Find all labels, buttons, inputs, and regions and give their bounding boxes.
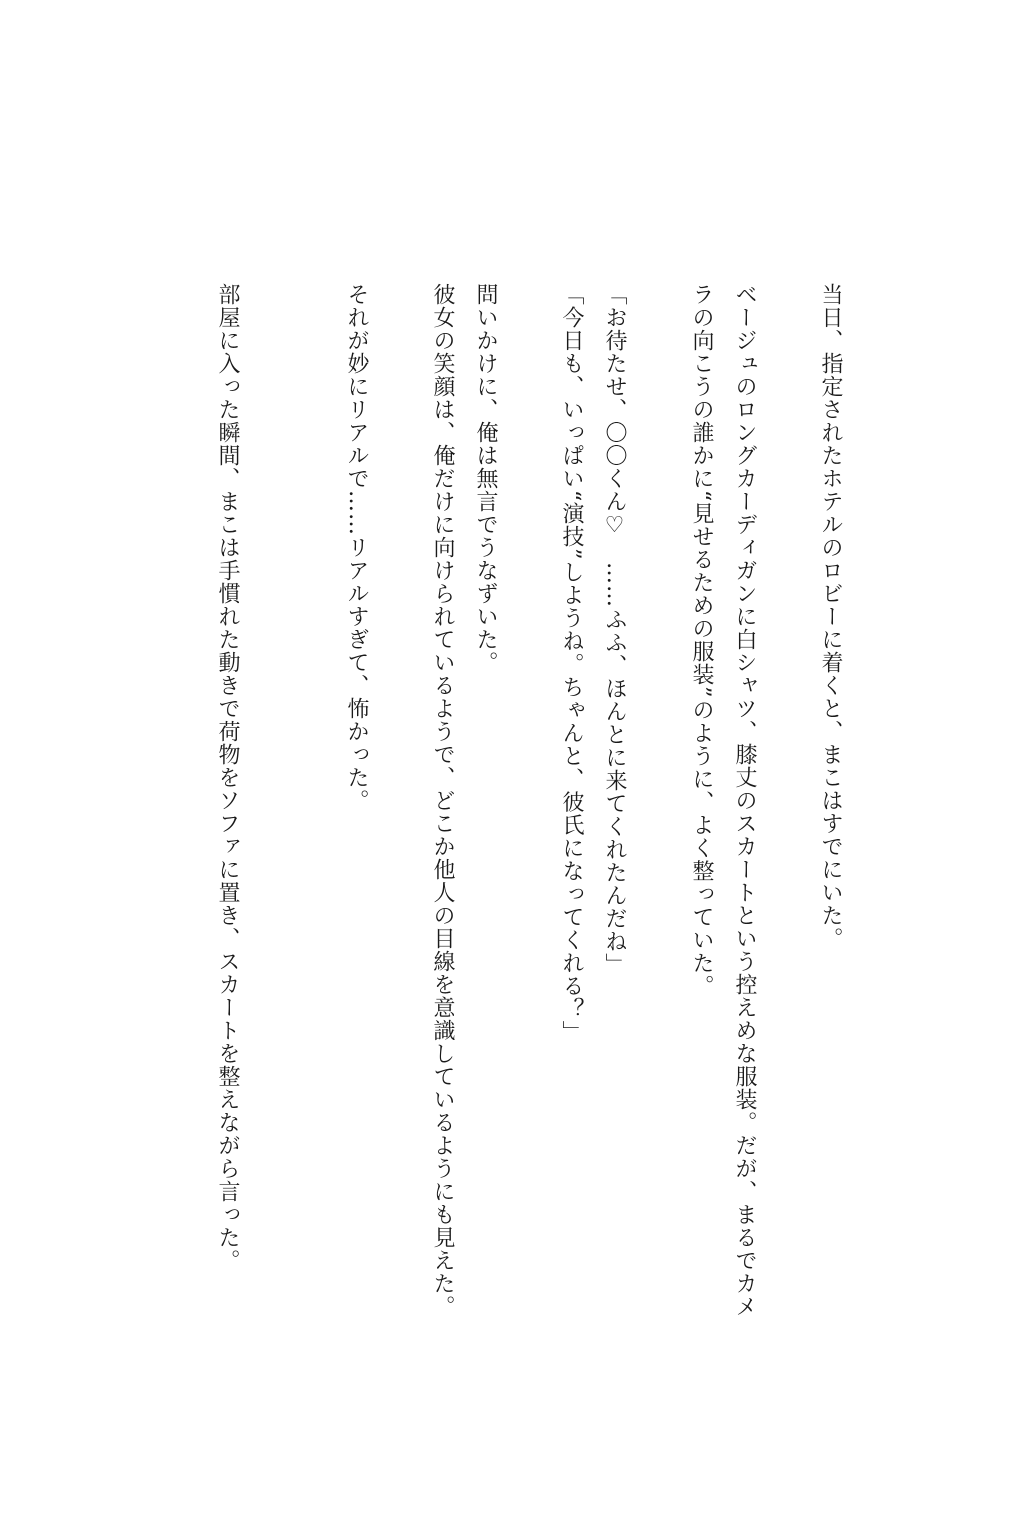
text-line-5: 「今日も、いっぱい“演技”しようね。ちゃんと、彼氏になってくれる？」	[559, 283, 584, 1044]
text-line-9: 部屋に入った瞬間、まこは手慣れた動きで荷物をソファに置き、スカートを整えながら言った。	[215, 283, 240, 1272]
text-line-2: ベージュのロングカーディガンに白シャツ、膝丈のスカートという控えめな服装。だが、まるでカメ	[732, 283, 757, 1318]
text-line-7: 彼女の笑顔は、俺だけに向けられているようで、どこか他人の目線を意識しているようにも見えた。	[430, 283, 455, 1318]
text-line-3: ラの向こうの誰かに“見せるための服装”のように、よく整っていた。	[689, 283, 714, 998]
text-line-1: 当日、指定されたホテルのロビーに着くと、まこはすでにいた。	[818, 283, 843, 950]
text-line-8: それが妙にリアルで……リアルすぎて、怖かった。	[344, 283, 369, 812]
text-line-4: 「お待たせ、〇〇くん♡ ……ふふ、ほんとに来てくれたんだね」	[602, 283, 627, 976]
text-line-6: 問いかけに、俺は無言でうなずいた。	[473, 283, 498, 674]
